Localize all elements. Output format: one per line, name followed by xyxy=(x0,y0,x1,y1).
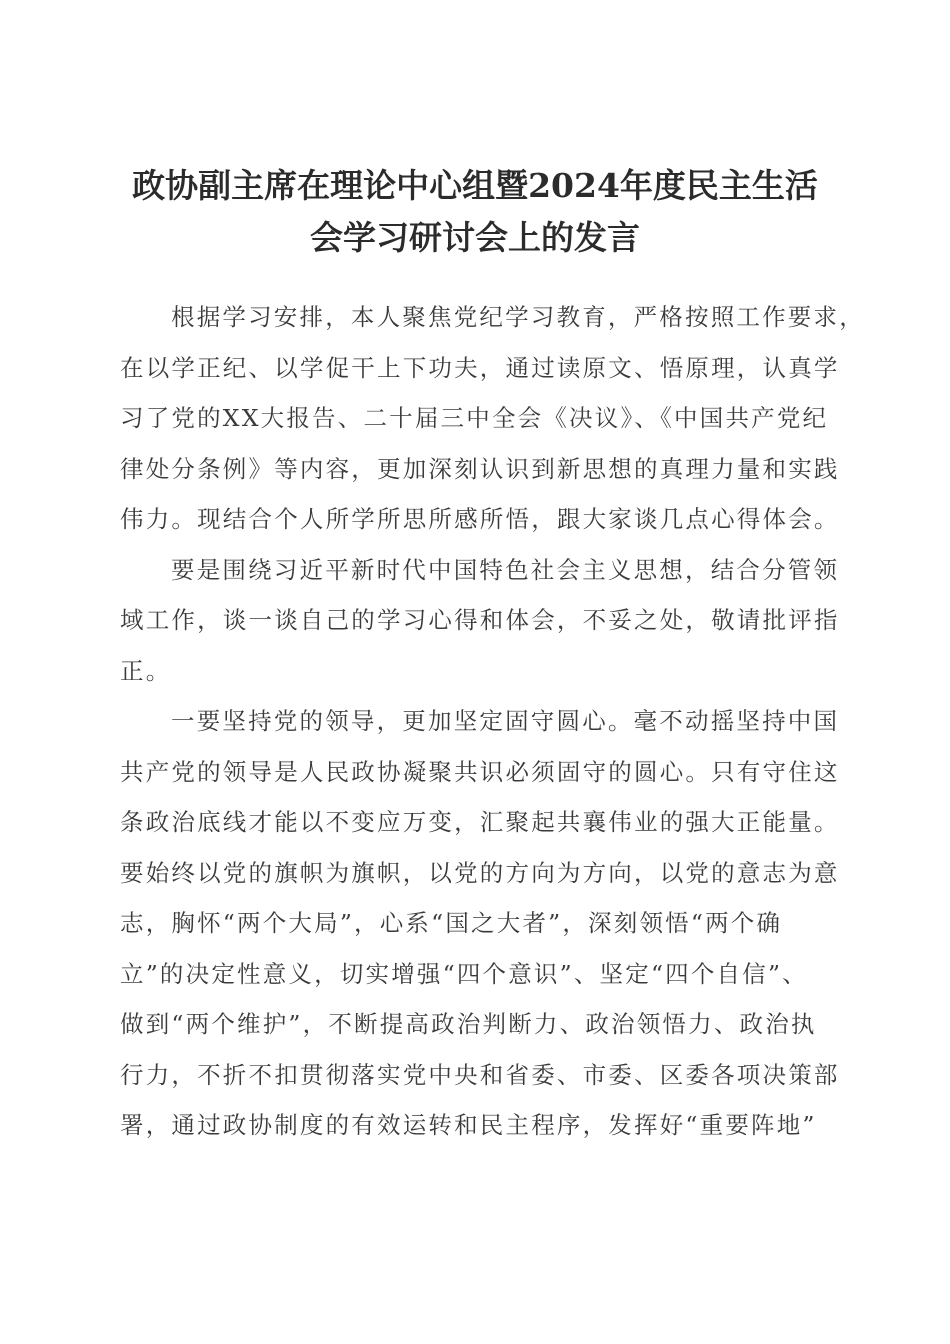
paragraph-3 xyxy=(120,696,840,1151)
text-line: 立”的决定性意义，切实增强“四个意识”、坚定“四个自信”、 xyxy=(120,959,808,988)
text-line: 一要坚持党的领导，更加坚定固守圆心。毫不动摇坚持中国 xyxy=(171,707,840,735)
text-line: 要始终以党的旗帜为旗帜，以党的方向为方向，以党的意志为意 xyxy=(120,858,840,887)
paragraph-2 xyxy=(120,545,840,697)
text-line: 伟力。现结合个人所学所思所感所悟，跟大家谈几点心得体会。 xyxy=(120,505,840,533)
title-line-2: 会学习研讨会上的发言 xyxy=(310,218,640,257)
text-line: 条政治底线才能以不变应万变，汇聚起共襄伟业的强大正能量。 xyxy=(120,808,840,836)
text-line: 志，胸怀“两个大局”，心系“国之大者”，深刻领悟“两个确 xyxy=(120,909,783,937)
text-line: 习了党的XX大报告、二十届三中全会《决议》、《中国共产党纪 xyxy=(120,404,829,432)
text-line: 在以学正纪、以学促干上下功夫，通过读原文、悟原理，认真学 xyxy=(120,353,840,382)
text-line: 律处分条例》等内容，更加深刻认识到新思想的真理力量和实践 xyxy=(120,454,840,483)
text-line: 根据学习安排，本人聚焦党纪学习教育，严格按照工作要求， xyxy=(171,303,865,331)
text-line: 做到“两个维护”，不断提高政治判断力、政治领悟力、政治执 xyxy=(120,1010,817,1038)
document-body xyxy=(120,292,865,1151)
text-line: 要是围绕习近平新时代中国特色社会主义思想，结合分管领 xyxy=(171,555,840,584)
text-line: 署，通过政协制度的有效运转和民主程序，发挥好“重要阵地” xyxy=(120,1111,817,1139)
text-line: 正。 xyxy=(120,656,172,685)
title-line-1: 政协副主席在理论中心组暨2024年度民主生活 xyxy=(132,166,818,205)
text-line: 域工作，谈一谈自己的学习心得和体会，不妥之处，敬请批评指 xyxy=(120,606,840,634)
paragraph-1 xyxy=(120,292,865,545)
document-title xyxy=(100,160,850,264)
text-line: 共产党的领导是人民政协凝聚共识必须固守的圆心。只有守住这 xyxy=(120,757,840,786)
text-line: 行力，不折不扣贯彻落实党中央和省委、市委、区委各项决策部 xyxy=(120,1060,840,1089)
